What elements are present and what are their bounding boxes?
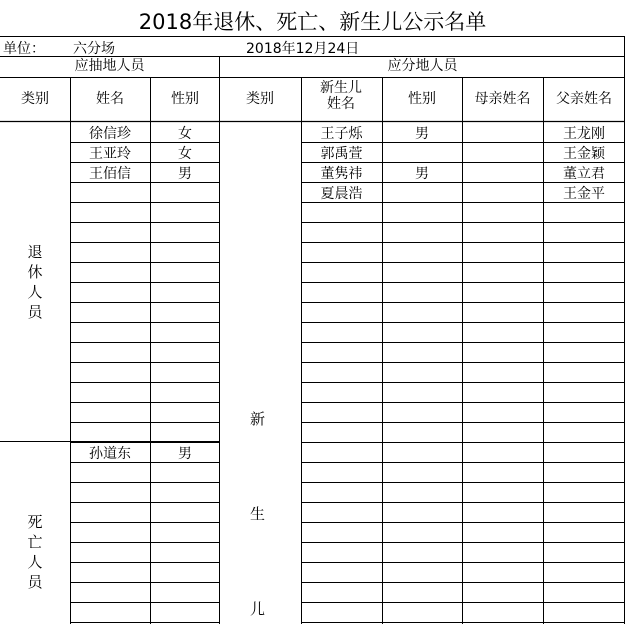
retired-name: 王亚玲: [89, 146, 131, 162]
retired-gender: 男: [178, 166, 192, 182]
retired-gender: 女: [178, 146, 192, 162]
newborn-name: 郭禹萱: [320, 146, 363, 162]
section-left-header: 应抽地人员: [74, 58, 145, 74]
newborn-gender: 男: [415, 166, 429, 182]
header-newborn-name: 新生儿姓名: [320, 80, 362, 113]
unit-label: 单位：: [3, 41, 45, 57]
category-newborn-char-2: 生: [250, 505, 266, 523]
father-name: 董立君: [563, 166, 605, 182]
unit-value: 六分场: [73, 41, 115, 57]
newborn-name: 王子烁: [320, 126, 363, 142]
father-name: 王金颖: [563, 146, 605, 162]
category-newborn-char-3: 儿: [250, 600, 266, 618]
category-retired: 退休人员: [27, 243, 43, 321]
header-name: 姓名: [96, 91, 124, 107]
header-category: 类别: [21, 91, 49, 107]
header-gender: 性别: [171, 91, 199, 107]
father-name: 王金平: [563, 186, 605, 202]
header-category-2: 类别: [246, 91, 274, 107]
newborn-name: 夏晨浩: [320, 186, 363, 202]
category-deceased: 死亡人员: [27, 513, 43, 591]
section-right-header: 应分地人员: [387, 58, 458, 74]
newborn-name: 董隽祎: [320, 166, 363, 182]
report-date: 2018年12月24日: [246, 41, 360, 57]
retired-name: 王佰信: [89, 166, 131, 182]
header-father-name: 父亲姓名: [556, 91, 612, 107]
father-name: 王龙刚: [563, 126, 605, 142]
retired-name: 徐信珍: [89, 126, 131, 142]
header-gender-2: 性别: [408, 91, 436, 107]
category-newborn-char-1: 新: [250, 410, 266, 428]
deceased-gender: 男: [178, 446, 192, 462]
page-title: 2018年退休、死亡、新生儿公示名单: [138, 10, 487, 34]
deceased-name: 孙道东: [89, 446, 131, 462]
retired-gender: 女: [178, 126, 192, 142]
header-mother-name: 母亲姓名: [474, 91, 531, 107]
newborn-gender: 男: [415, 126, 429, 142]
